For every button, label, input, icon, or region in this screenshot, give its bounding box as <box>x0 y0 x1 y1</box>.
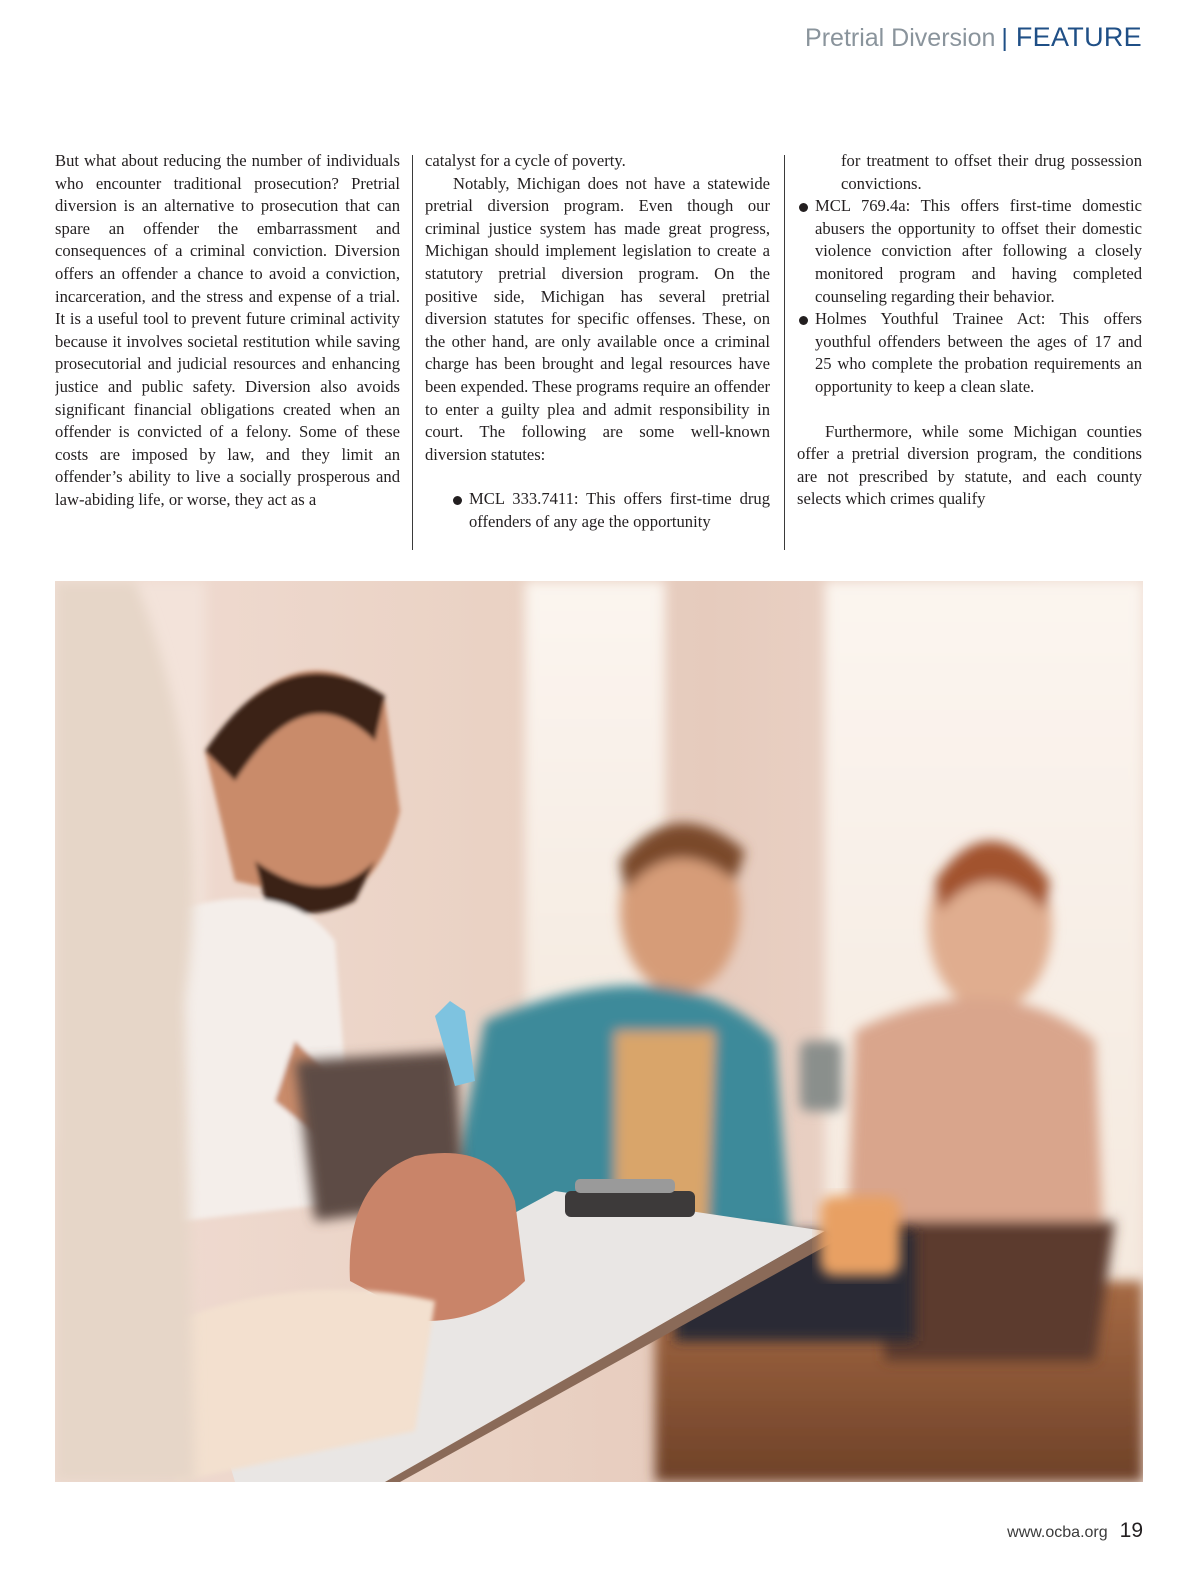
statute-list <box>797 195 1142 398</box>
text-column-1 <box>55 150 400 562</box>
list-item: Holmes Youthful Trainee Act: This offers youthful offenders between the ages of 17 and 25 who complete the probation requirements an opportunity to keep a clean slate. <box>797 308 1142 398</box>
list-item-continuation: for treatment to offset their drug possession convictions. <box>841 151 1142 193</box>
header-separator: | <box>1001 24 1008 52</box>
statute-list <box>425 488 770 533</box>
list-item: MCL 769.4a: This offers first-time domestic abusers the opportunity to offset their domestic violence conviction after following a closely monitored program and having completed counseling regarding their behavior. <box>797 195 1142 308</box>
paragraph: Furthermore, while some Michigan counties offer a pretrial diversion program, the conditions are not prescribed by statute, and each county selects which crimes qualify <box>797 421 1142 509</box>
page-footer <box>1007 1519 1143 1549</box>
website-url: www.ocba.org <box>1007 1524 1108 1541</box>
section-title: Pretrial Diversion <box>805 24 996 52</box>
section-kind: FEATURE <box>1015 22 1142 52</box>
text-column-3 <box>797 150 1142 562</box>
paragraph: Notably, Michigan does not have a statewide pretrial diversion program. Even though our criminal justice system has made great progress, Michigan should implement legislation to create a statutory pretrial diversion program. On the positive side, Michigan has several pretrial diversion statutes for specific offenses. These, on the other hand, are only available once a criminal charge has been brought and legal resources have been expended. These programs require an offender to enter a guilty plea and admit responsibility in court. The following are some well-known diversion statutes: <box>425 173 770 464</box>
list-item: MCL 333.7411: This offers first-time drug offenders of any age the opportunity <box>451 488 770 533</box>
group-counseling-photo <box>55 581 1143 1482</box>
text-column-2 <box>425 150 770 562</box>
paragraph: catalyst for a cycle of poverty. <box>425 151 626 170</box>
page-number: 19 <box>1119 1519 1143 1542</box>
paragraph: But what about reducing the number of individuals who encounter traditional prosecution? Pretrial diversion is an alternative to prosecution that can spare an offender the embarrassment and consequences of a criminal conviction. Diversion offers an offender a chance to avoid a conviction, incarceration, and the stress and expense of a trial. It is a useful tool to prevent future criminal activity because it involves societal restitution while saving prosecutorial and judicial resources and enhancing justice and public safety. Diversion also avoids significant financial obligations created when an offender is convicted of a felony. Some of these costs are imposed by law, and they limit an offender’s ability to live a socially prosperous and law-abiding life, or worse, they act as a <box>55 151 400 509</box>
running-head <box>805 22 1142 58</box>
column-rule <box>784 155 785 550</box>
column-rule <box>412 155 413 550</box>
